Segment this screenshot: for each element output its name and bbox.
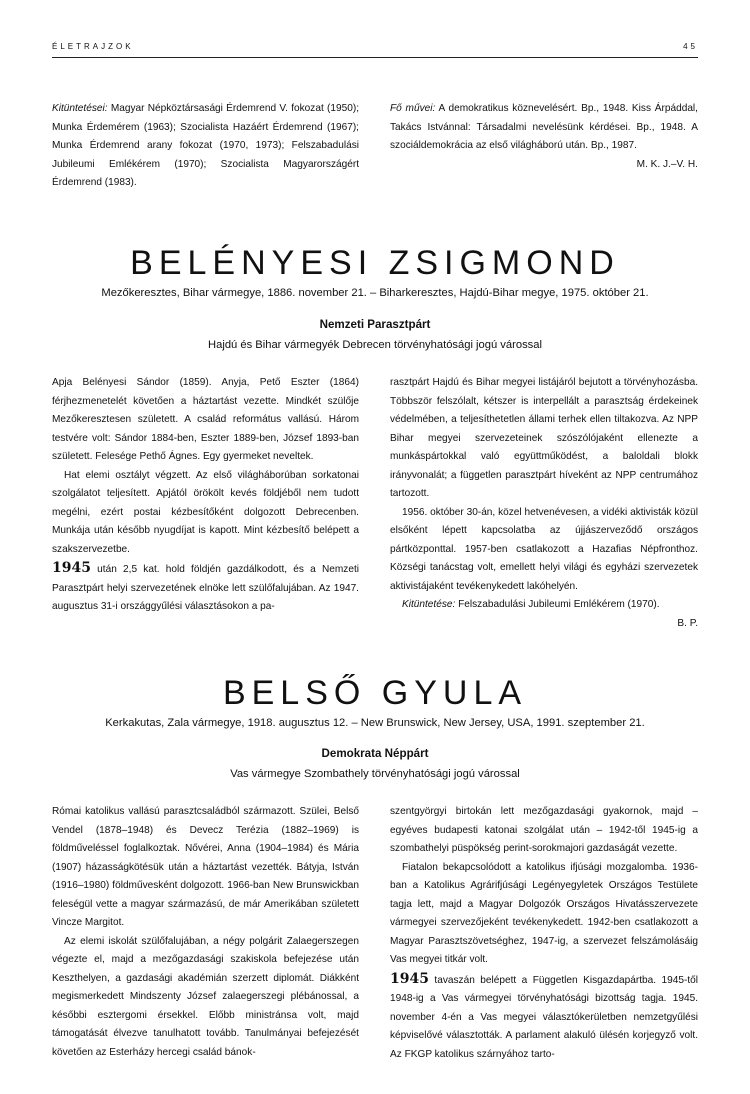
award-paragraph — [390, 596, 698, 615]
entry-dates: Kerkakutas, Zala vármegye, 1918. augusztus 12. – New Brunswick, New Jersey, USA, 1991. szeptember 21. — [105, 717, 645, 729]
entry-left-column — [52, 374, 359, 633]
family-paragraph: Apja Belényesi Sándor (1859). Anyja, Pető Eszter (1864) férjhezmenetelét követően a háztartást vezette. Mindkét szülője Mezőkeresztesen született. A család református vallású. Három testvére volt: Sándor 1884-ben, Eszter 1889-ben, József 1893-ban született. Felesége Pethő Ágnes. Egy gyermeket neveltek. — [52, 377, 359, 462]
works-text: A demokratikus köznevelésért. Bp., 1948. Kiss Árpáddal, Takács Istvánnal: Társadalmi nevelésünk kérdései. Bp., 1948. A szociáldemokrácia az első világháború után. Bp., 1987. — [390, 103, 698, 151]
award-label: Kitüntetése: — [402, 599, 456, 610]
running-head — [52, 42, 698, 54]
parliament-paragraph: rasztpárt Hajdú és Bihar megyei listájáról bejutott a törvényhozásba. Többször felszólalt, kétszer is interpellált a parasztság érdekeinek védelmében, a teljesíthetetlen állami terhek ellen tiltakozva. Az NPP Bihar megyei szervezeteinek szószólójaként ellenezte a munkáspártokkal való együttműködést, a baloldali blokk irányvonalát; a független parasztpárt híveként az NPP centrumához tartozott. — [390, 377, 698, 499]
previous-entry-left-column — [52, 100, 359, 193]
award-text: Felszabadulási Jubileumi Emlékérem (1970). — [455, 599, 660, 610]
entry-name: BELSŐ GYULA — [222, 674, 528, 712]
entry-right-column — [390, 803, 698, 1064]
entry-district: Hajdú és Bihar vármegyék Debrecen törvényhatósági jogú várossal — [208, 339, 542, 351]
education-paragraph: Hat elemi osztályt végzett. Az első világháborúban sorkatonai szolgálatot teljesített. Apjától örökölt kevés földjéből nem tudott megélni, ezért postai kézbesítőként dolgozott Debrecenben. Munkája után később nyugdíjat is kapott. Mint kézbesítő belépett a szakszervezetbe. — [52, 469, 359, 555]
page-number: 45 — [683, 42, 698, 51]
previous-entry-right-column — [390, 100, 698, 193]
book-page — [52, 0, 698, 1094]
author-signature: M. K. J.–V. H. — [636, 158, 698, 170]
entry-right-column — [390, 374, 698, 633]
movement-paragraph: Fiatalon bekapcsolódott a katolikus ifjúsági mozgalomba. 1936-ban a Katolikus Agrárifjúsági Legényegyletek Országos Testülete tagja lett, majd a Magyar Dolgozók Országos Hivatásszervezete vármegyei szervezőjeként tevékenykedett. 1942-ben csatlakozott a Magyar Parasztszövetséghez, 1947-ig, a szervezet felszámolásáig Vas megyei titkár volt. — [390, 861, 698, 965]
entry-dates: Mezőkeresztes, Bihar vármegye, 1886. november 21. – Biharkeresztes, Hajdú-Bihar megye, 1975. október 21. — [101, 287, 649, 299]
awards-label: Kitüntetései: — [52, 103, 108, 114]
entry-body — [52, 803, 698, 1064]
awards-text: Magyar Népköztársasági Érdemrend V. fokozat (1950); Munka Érdemérem (1963); Szocialista Hazáért Érdemrend (1967); Munka Érdemrend arany fokozat (1970, 1973); Felszabadulási Jubileumi Emlékérem (1970); Szocialista Magyarországért Érdemrend (1983). — [52, 103, 359, 188]
entry-left-column — [52, 803, 359, 1064]
later-life-paragraph: 1956. október 30-án, közel hetvenévesen, a vidéki aktivisták közül elsőként lépett kapcsolatba az újjászerveződő országos pártközponttal. 1957-ben csatlakozott a Hazafias Népfronthoz. Községi tanácstag volt, emellett helyi világi és egyházi szervezetek aktivistájaként tevékenykedett lakóhelyén. — [390, 506, 698, 592]
works-paragraph — [390, 100, 698, 156]
previous-entry-tail — [52, 100, 698, 193]
career-text: után 2,5 kat. hold földjén gazdálkodott, és a Nemzeti Parasztpárt helyi szervezetének elnöke lett szülőfalujában. Az 1947. augusztus 31-i országgyűlési választásokon a pa- — [52, 564, 359, 612]
entry-name: BELÉNYESI ZSIGMOND — [130, 244, 620, 282]
career-paragraph: szentgyörgyi birtokán lett mezőgazdasági gyakornok, majd – egyéves budapesti katonai szolgálat után – 1942-től 1945-ig a szombathelyi püspökség perint-sorokmajori gazdaságát vezette. — [390, 806, 698, 854]
header-rule — [52, 57, 698, 58]
education-paragraph: Az elemi iskolát szülőfalujában, a négy polgárit Zalaegerszegen végezte el, majd a mezőgazdasági szakiskola befejezése után Keszthelyen, a gazdasági akadémián szerzett diplomát. Diákként megismerkedett Mindszenty József zalaegerszegi plébánossal, a későbbi esztergomi érsekkel. Előbb ministránsa volt, majd támogatását élvezve tanulhatott tovább. Tanulmányai befejezését követően az Esterházy hercegi család bánok- — [52, 935, 359, 1058]
works-label: Fő művei: — [390, 103, 436, 114]
career-paragraph — [52, 559, 359, 617]
family-paragraph: Római katolikus vallású parasztcsaládból származott. Szülei, Belső Vendel (1878–1948) és Devecz Terézia (1882–1969) is földműveléssel foglalkoztak. Nővérei, Anna (1904–1984) és Mária (1907) házasságkötésük után a háztartást vezették. Bátyja, István (1916–1980) földművesként dolgozott. 1966-ban New Brunswickban feleségül vette a magyar származású, de már Amerikában született Vincze Margitot. — [52, 806, 359, 928]
section-title: ÉLETRAJZOK — [52, 42, 134, 51]
party-text: tavaszán belépett a Független Kisgazdapártba. 1945-től 1948-ig a Vas vármegyei törvényhatósági bizottság tagja. 1945. november 4-én a Vas megyei választókerületben nemzetgyűlési képviselővé választották. A parlament alakuló ülésén korjegyző volt. Az FKGP katolikus szárnyához tarto- — [390, 974, 698, 1060]
entry-body — [52, 374, 698, 633]
year-marker: 1945 — [390, 970, 429, 987]
year-marker: 1945 — [52, 560, 91, 576]
awards-paragraph — [52, 100, 359, 193]
entry-party: Demokrata Néppárt — [321, 747, 429, 760]
party-paragraph — [390, 970, 698, 1065]
entry-party: Nemzeti Parasztpárt — [319, 318, 431, 331]
entry-district: Vas vármegye Szombathely törvényhatósági jogú várossal — [230, 768, 520, 780]
author-signature: B. P. — [677, 617, 698, 629]
